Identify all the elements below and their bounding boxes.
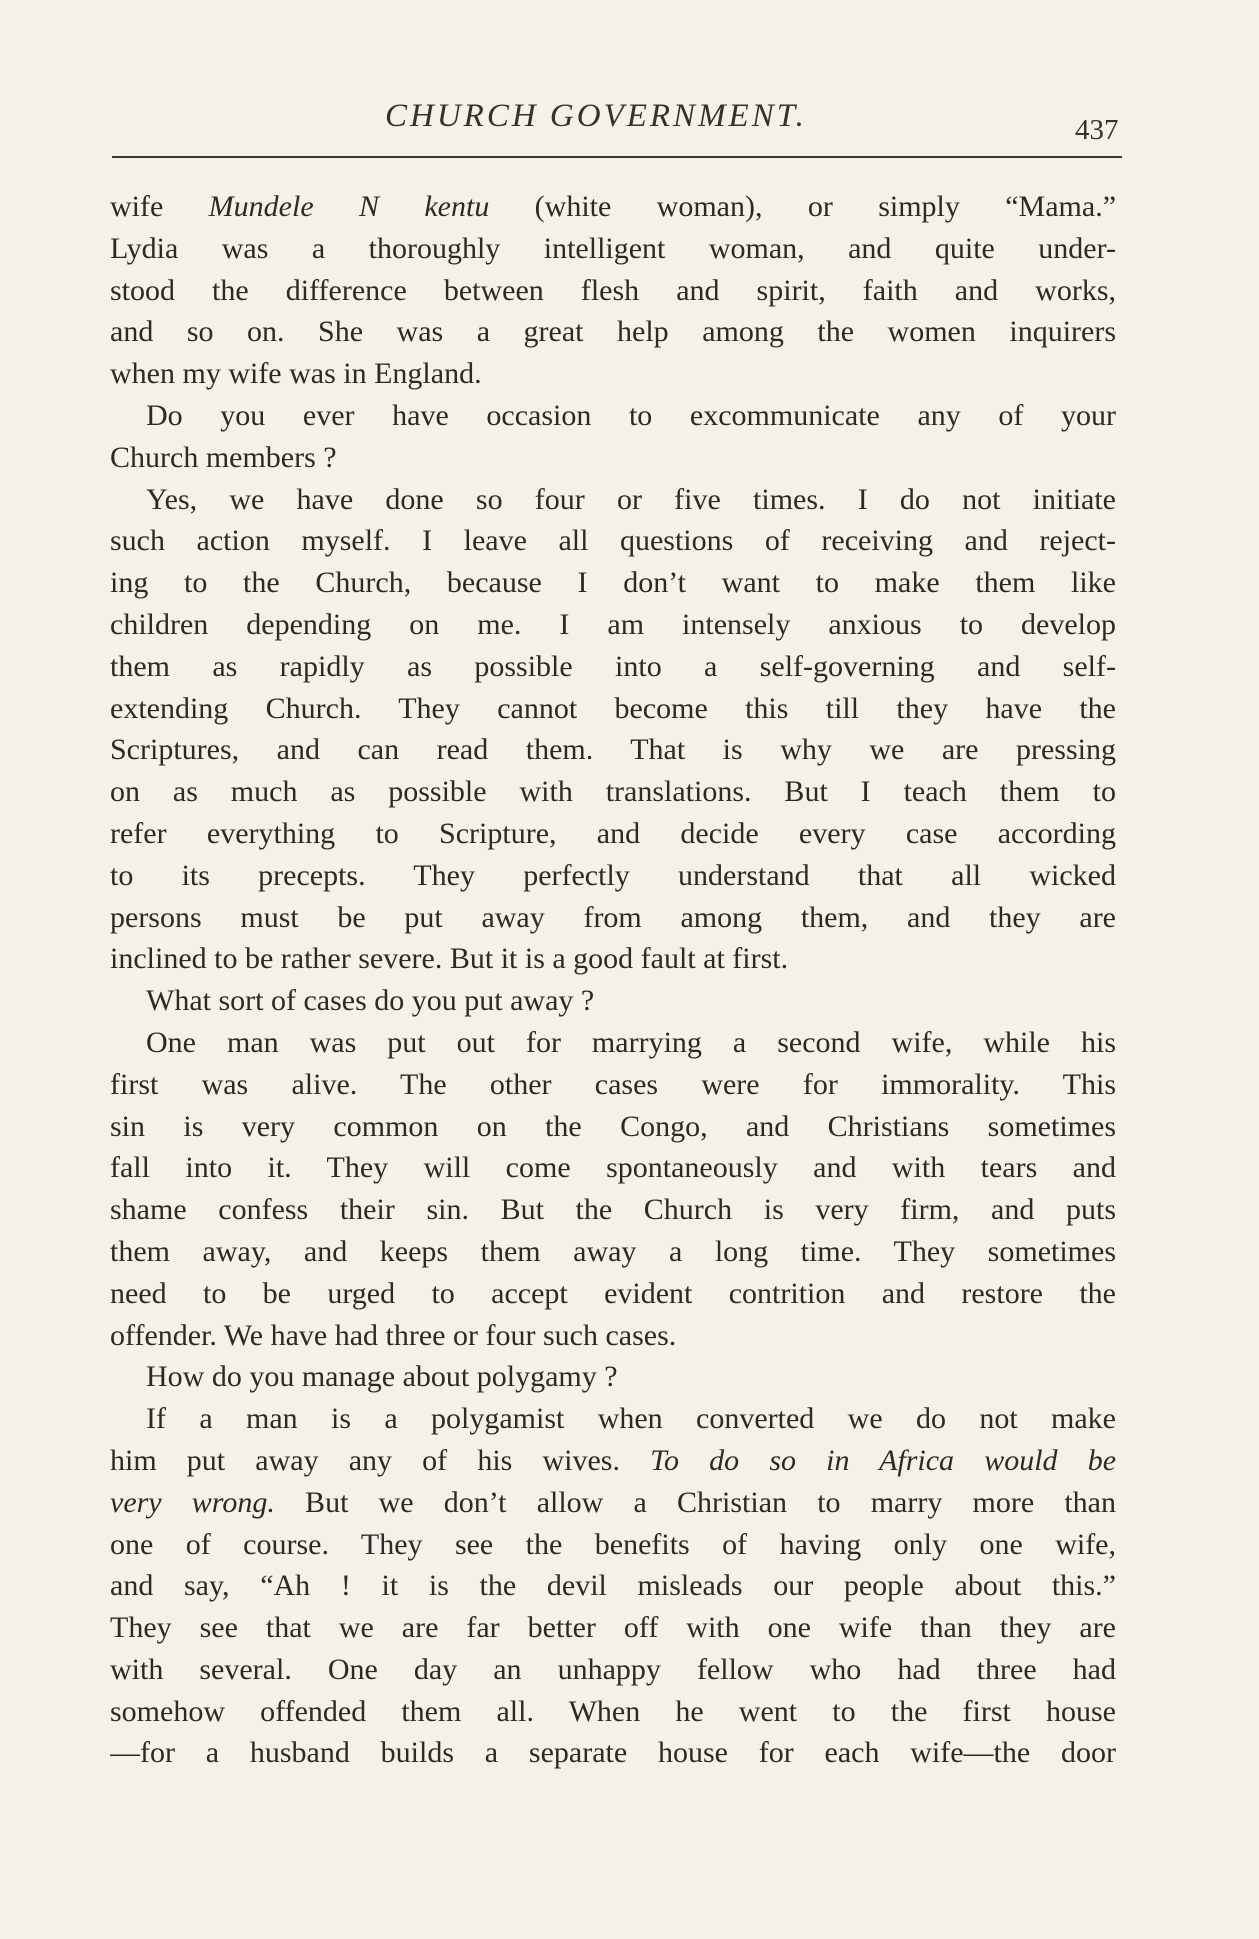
text-line <box>110 938 1116 980</box>
text-segment: children depending on me. I am intensely anxious to develop <box>110 607 1116 641</box>
text-line <box>110 604 1116 646</box>
text-segment: How do you manage about polygamy ? <box>146 1360 618 1394</box>
text-line <box>110 1189 1116 1231</box>
text-line <box>110 1691 1116 1733</box>
text-line <box>110 1147 1116 1189</box>
body-text <box>110 186 1116 1774</box>
text-line <box>110 1022 1116 1064</box>
text-segment: If a man is a polygamist when converted we do not make <box>146 1402 1116 1436</box>
text-line <box>110 980 1116 1022</box>
text-segment: him put away any of his wives. <box>110 1443 651 1477</box>
text-line <box>110 729 1116 771</box>
text-segment: such action myself. I leave all questions of receiving and reject- <box>110 524 1116 558</box>
text-line <box>110 1273 1116 1315</box>
text-segment: to its precepts. They perfectly understand that all wicked <box>110 858 1116 892</box>
text-line <box>110 1440 1116 1482</box>
text-segment: Lydia was a thoroughly intelligent woman, and quite under- <box>110 231 1116 265</box>
text-segment: and so on. She was a great help among the women inquirers <box>110 315 1116 349</box>
text-segment: them away, and keeps them away a long time. They sometimes <box>110 1234 1116 1268</box>
text-line <box>110 228 1116 270</box>
text-segment: them as rapidly as possible into a self-governing and self- <box>110 649 1116 683</box>
text-segment: offender. We have had three or four such cases. <box>110 1318 677 1352</box>
text-line <box>110 1398 1116 1440</box>
text-line <box>110 520 1116 562</box>
text-segment: But we don’t allow a Christian to marry more than <box>274 1485 1116 1519</box>
text-line <box>110 771 1116 813</box>
text-segment: refer everything to Scripture, and decide every case according <box>110 816 1116 850</box>
text-segment: Yes, we have done so four or five times. I do not initiate <box>146 482 1116 516</box>
text-segment: They see that we are far better off with one wife than they are <box>110 1611 1116 1645</box>
text-segment: persons must be put away from among them, and they are <box>110 900 1116 934</box>
text-segment: one of course. They see the benefits of having only one wife, <box>110 1527 1116 1561</box>
header-rule <box>112 156 1122 158</box>
text-segment: sin is very common on the Congo, and Christians sometimes <box>110 1109 1116 1143</box>
text-segment: extending Church. They cannot become this till they have the <box>110 691 1116 725</box>
text-line <box>110 1356 1116 1398</box>
text-segment: with several. One day an unhappy fellow who had three had <box>110 1652 1116 1686</box>
italic-text: To do so in Africa would be <box>650 1443 1116 1477</box>
text-line <box>110 479 1116 521</box>
text-line <box>110 1482 1116 1524</box>
text-line <box>110 1524 1116 1566</box>
text-line <box>110 562 1116 604</box>
text-segment: when my wife was in England. <box>110 357 482 391</box>
text-line <box>110 1732 1116 1774</box>
text-segment: inclined to be rather severe. But it is a good fault at first. <box>110 942 789 976</box>
text-segment: Church members ? <box>110 440 337 474</box>
italic-text: very wrong. <box>110 1485 275 1519</box>
text-line <box>110 855 1116 897</box>
text-segment: somehow offended them all. When he went to the first house <box>110 1694 1116 1728</box>
text-line <box>110 688 1116 730</box>
text-segment: need to be urged to accept evident contrition and restore the <box>110 1276 1116 1310</box>
text-segment: Scriptures, and can read them. That is why we are pressing <box>110 733 1116 767</box>
text-segment: What sort of cases do you put away ? <box>146 984 595 1018</box>
text-segment: (white woman), or simply “Mama.” <box>489 190 1116 223</box>
text-segment: —for a husband builds a separate house for each wife—the door <box>110 1736 1116 1770</box>
text-line <box>110 353 1116 395</box>
text-segment: stood the difference between flesh and spirit, faith and works, <box>110 273 1116 307</box>
page-number: 437 <box>1075 114 1119 146</box>
text-line <box>110 1231 1116 1273</box>
text-segment: ing to the Church, because I don’t want to make them like <box>110 566 1116 600</box>
text-line <box>110 186 1116 228</box>
text-segment: One man was put out for marrying a second wife, while his <box>146 1025 1116 1059</box>
text-line <box>110 813 1116 855</box>
text-segment: wife <box>110 190 209 223</box>
text-segment: on as much as possible with translations. But I teach them to <box>110 775 1116 809</box>
italic-text: Mundele N kentu <box>208 190 490 223</box>
text-segment: shame confess their sin. But the Church is very firm, and puts <box>110 1193 1116 1227</box>
text-line <box>110 1064 1116 1106</box>
text-line <box>110 395 1116 437</box>
text-line <box>110 311 1116 353</box>
text-line <box>110 1315 1116 1357</box>
text-segment: Do you ever have occasion to excommunicate any of your <box>146 398 1116 432</box>
text-line <box>110 437 1116 479</box>
text-line <box>110 646 1116 688</box>
text-line <box>110 1106 1116 1148</box>
text-line <box>110 897 1116 939</box>
text-line <box>110 1649 1116 1691</box>
text-line <box>110 270 1116 312</box>
text-segment: fall into it. They will come spontaneously and with tears and <box>110 1151 1116 1185</box>
running-head: CHURCH GOVERNMENT. <box>385 98 807 134</box>
text-segment: and say, “Ah ! it is the devil misleads our people about this.” <box>110 1569 1116 1603</box>
text-line <box>110 1565 1116 1607</box>
text-segment: first was alive. The other cases were for immorality. This <box>110 1067 1116 1101</box>
text-line <box>110 1607 1116 1649</box>
